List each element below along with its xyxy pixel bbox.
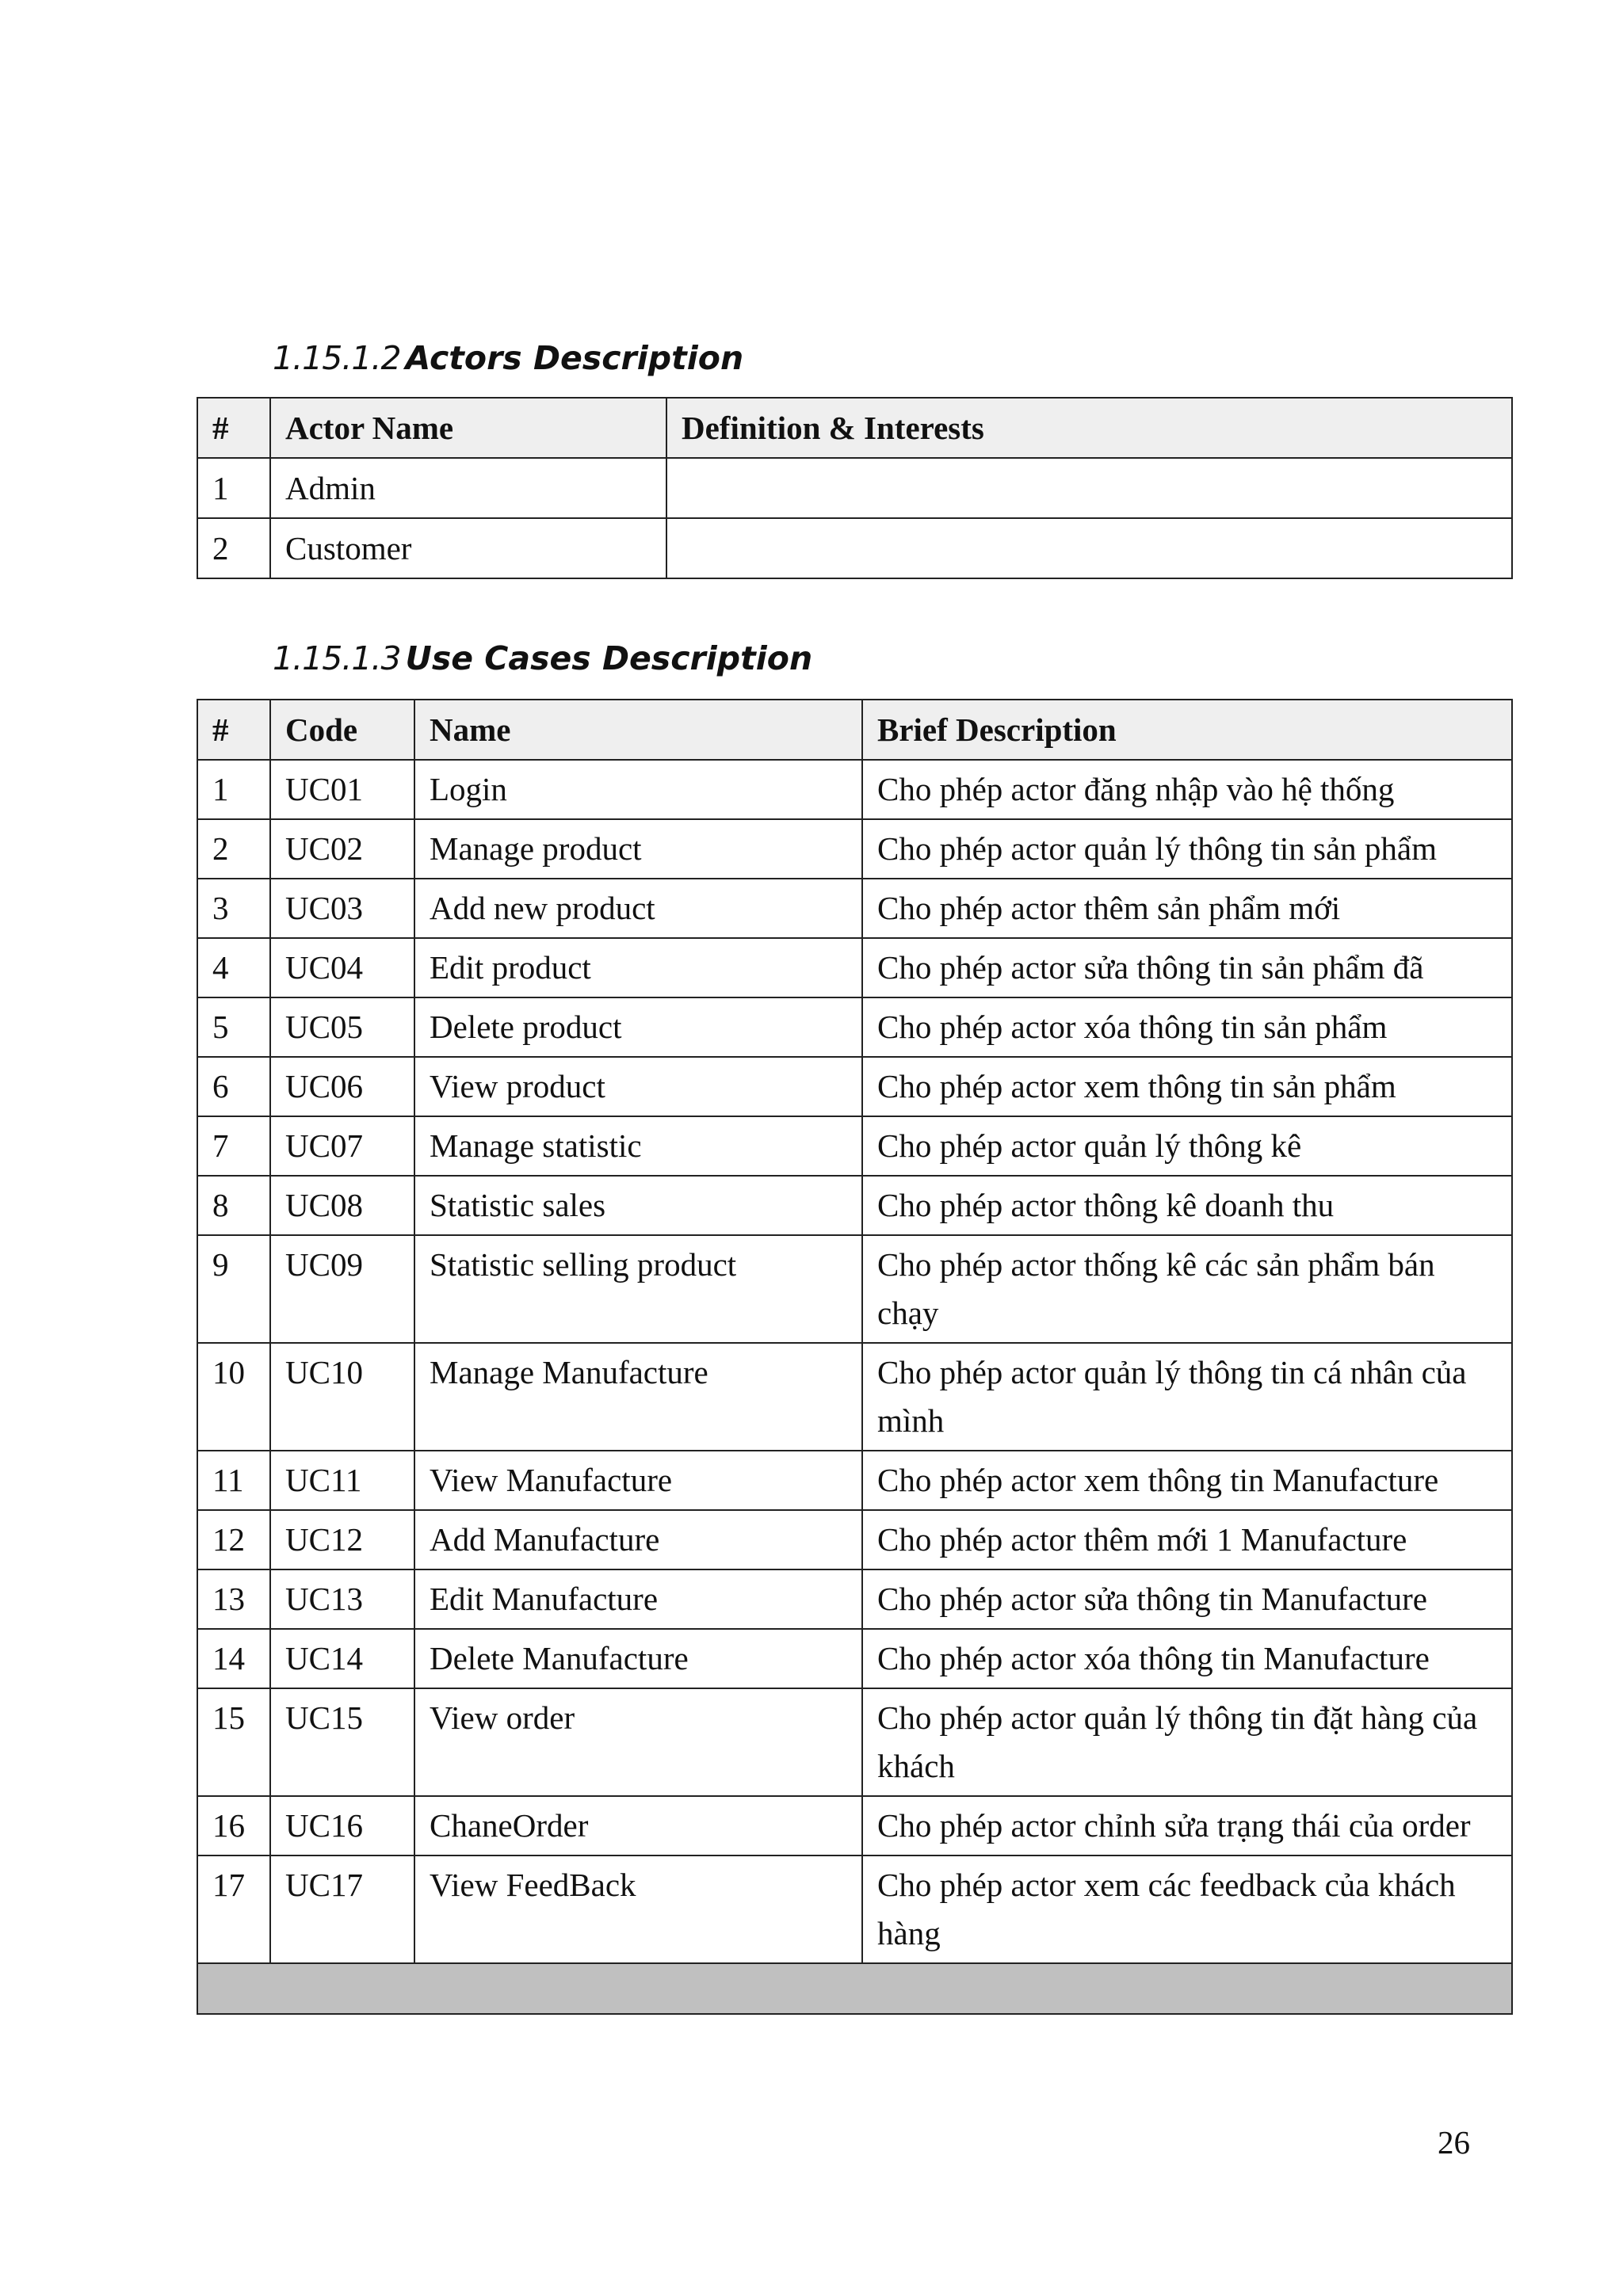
table-row — [197, 760, 1512, 819]
actors-col-definition: Definition & Interests — [666, 398, 1512, 458]
page-number: 26 — [1438, 2124, 1470, 2161]
name-cell: Manage statistic — [414, 1116, 862, 1176]
description-cell: Cho phép actor xem thông tin Manufacture — [862, 1451, 1512, 1510]
description-cell: Cho phép actor quản lý thông tin đặt hàng của khách — [862, 1688, 1512, 1796]
name-cell: View FeedBack — [414, 1855, 862, 1963]
number-cell: 7 — [197, 1116, 270, 1176]
actors-col-name: Actor Name — [270, 398, 666, 458]
table-row — [197, 1510, 1512, 1569]
name-cell: Edit product — [414, 938, 862, 997]
actors-section-number: 1.15.1.2 — [273, 339, 401, 377]
table-row — [197, 1855, 1512, 1963]
description-cell: Cho phép actor đăng nhập vào hệ thống — [862, 760, 1512, 819]
table-row — [197, 1629, 1512, 1688]
usecases-table — [197, 699, 1513, 2015]
table-row — [197, 1057, 1512, 1116]
number-cell: 6 — [197, 1057, 270, 1116]
actors-header-row — [197, 398, 1512, 458]
number-cell: 1 — [197, 760, 270, 819]
code-cell: UC05 — [270, 997, 414, 1057]
number-cell: 12 — [197, 1510, 270, 1569]
code-cell: UC15 — [270, 1688, 414, 1796]
code-cell: UC02 — [270, 819, 414, 879]
name-cell: Manage Manufacture — [414, 1343, 862, 1451]
code-cell: UC14 — [270, 1629, 414, 1688]
name-cell: Statistic selling product — [414, 1235, 862, 1343]
table-row — [197, 458, 1512, 518]
table-row — [197, 1235, 1512, 1343]
definition-cell — [666, 458, 1512, 518]
description-cell: Cho phép actor chỉnh sửa trạng thái của order — [862, 1796, 1512, 1855]
actors-section-title: Actors Description — [405, 339, 744, 377]
usecases-col-code: Code — [270, 700, 414, 760]
code-cell: UC07 — [270, 1116, 414, 1176]
usecases-col-description: Brief Description — [862, 700, 1512, 760]
description-cell: Cho phép actor sửa thông tin Manufacture — [862, 1569, 1512, 1629]
number-cell: 5 — [197, 997, 270, 1057]
description-cell: Cho phép actor thống kê các sản phẩm bán chạy — [862, 1235, 1512, 1343]
name-cell: ChaneOrder — [414, 1796, 862, 1855]
name-cell: Login — [414, 760, 862, 819]
number-cell: 14 — [197, 1629, 270, 1688]
actors-col-number: # — [197, 398, 270, 458]
name-cell: Edit Manufacture — [414, 1569, 862, 1629]
actors-table — [197, 397, 1513, 579]
code-cell: UC17 — [270, 1855, 414, 1963]
table-row — [197, 1569, 1512, 1629]
definition-cell — [666, 518, 1512, 578]
name-cell: View Manufacture — [414, 1451, 862, 1510]
name-cell: Add new product — [414, 879, 862, 938]
name-cell: View product — [414, 1057, 862, 1116]
number-cell: 15 — [197, 1688, 270, 1796]
table-row — [197, 997, 1512, 1057]
actor-name-cell: Admin — [270, 458, 666, 518]
usecases-section-heading — [273, 639, 812, 677]
code-cell: UC06 — [270, 1057, 414, 1116]
description-cell: Cho phép actor xóa thông tin sản phẩm — [862, 997, 1512, 1057]
number-cell: 9 — [197, 1235, 270, 1343]
code-cell: UC09 — [270, 1235, 414, 1343]
number-cell: 4 — [197, 938, 270, 997]
usecases-footer-row — [197, 1963, 1512, 2014]
number-cell: 11 — [197, 1451, 270, 1510]
usecases-col-name: Name — [414, 700, 862, 760]
description-cell: Cho phép actor xem thông tin sản phẩm — [862, 1057, 1512, 1116]
code-cell: UC16 — [270, 1796, 414, 1855]
number-cell: 13 — [197, 1569, 270, 1629]
usecases-col-number: # — [197, 700, 270, 760]
actor-name-cell: Customer — [270, 518, 666, 578]
table-row — [197, 938, 1512, 997]
table-row — [197, 518, 1512, 578]
description-cell: Cho phép actor xóa thông tin Manufacture — [862, 1629, 1512, 1688]
number-cell: 10 — [197, 1343, 270, 1451]
table-row — [197, 879, 1512, 938]
number-cell: 16 — [197, 1796, 270, 1855]
code-cell: UC10 — [270, 1343, 414, 1451]
description-cell: Cho phép actor thêm sản phẩm mới — [862, 879, 1512, 938]
table-row — [197, 1176, 1512, 1235]
number-cell: 2 — [197, 819, 270, 879]
name-cell: View order — [414, 1688, 862, 1796]
description-cell: Cho phép actor xem các feedback của khách hàng — [862, 1855, 1512, 1963]
number-cell: 17 — [197, 1855, 270, 1963]
number-cell: 3 — [197, 879, 270, 938]
table-row — [197, 1116, 1512, 1176]
description-cell: Cho phép actor quản lý thông tin sản phẩm — [862, 819, 1512, 879]
description-cell: Cho phép actor quản lý thông tin cá nhân của mình — [862, 1343, 1512, 1451]
usecases-section-number: 1.15.1.3 — [273, 639, 401, 677]
code-cell: UC03 — [270, 879, 414, 938]
usecases-footer-cell — [197, 1963, 1512, 2014]
code-cell: UC08 — [270, 1176, 414, 1235]
usecases-section-title: Use Cases Description — [405, 639, 813, 677]
name-cell: Delete Manufacture — [414, 1629, 862, 1688]
name-cell: Add Manufacture — [414, 1510, 862, 1569]
description-cell: Cho phép actor thông kê doanh thu — [862, 1176, 1512, 1235]
code-cell: UC01 — [270, 760, 414, 819]
code-cell: UC13 — [270, 1569, 414, 1629]
table-row — [197, 819, 1512, 879]
usecases-header-row — [197, 700, 1512, 760]
table-row — [197, 1343, 1512, 1451]
name-cell: Delete product — [414, 997, 862, 1057]
description-cell: Cho phép actor quản lý thông kê — [862, 1116, 1512, 1176]
code-cell: UC11 — [270, 1451, 414, 1510]
code-cell: UC12 — [270, 1510, 414, 1569]
table-row — [197, 1796, 1512, 1855]
name-cell: Statistic sales — [414, 1176, 862, 1235]
number-cell: 1 — [197, 458, 270, 518]
table-row — [197, 1688, 1512, 1796]
actors-section-heading — [273, 339, 743, 377]
code-cell: UC04 — [270, 938, 414, 997]
description-cell: Cho phép actor sửa thông tin sản phẩm đã — [862, 938, 1512, 997]
table-row — [197, 1451, 1512, 1510]
number-cell: 2 — [197, 518, 270, 578]
name-cell: Manage product — [414, 819, 862, 879]
description-cell: Cho phép actor thêm mới 1 Manufacture — [862, 1510, 1512, 1569]
number-cell: 8 — [197, 1176, 270, 1235]
